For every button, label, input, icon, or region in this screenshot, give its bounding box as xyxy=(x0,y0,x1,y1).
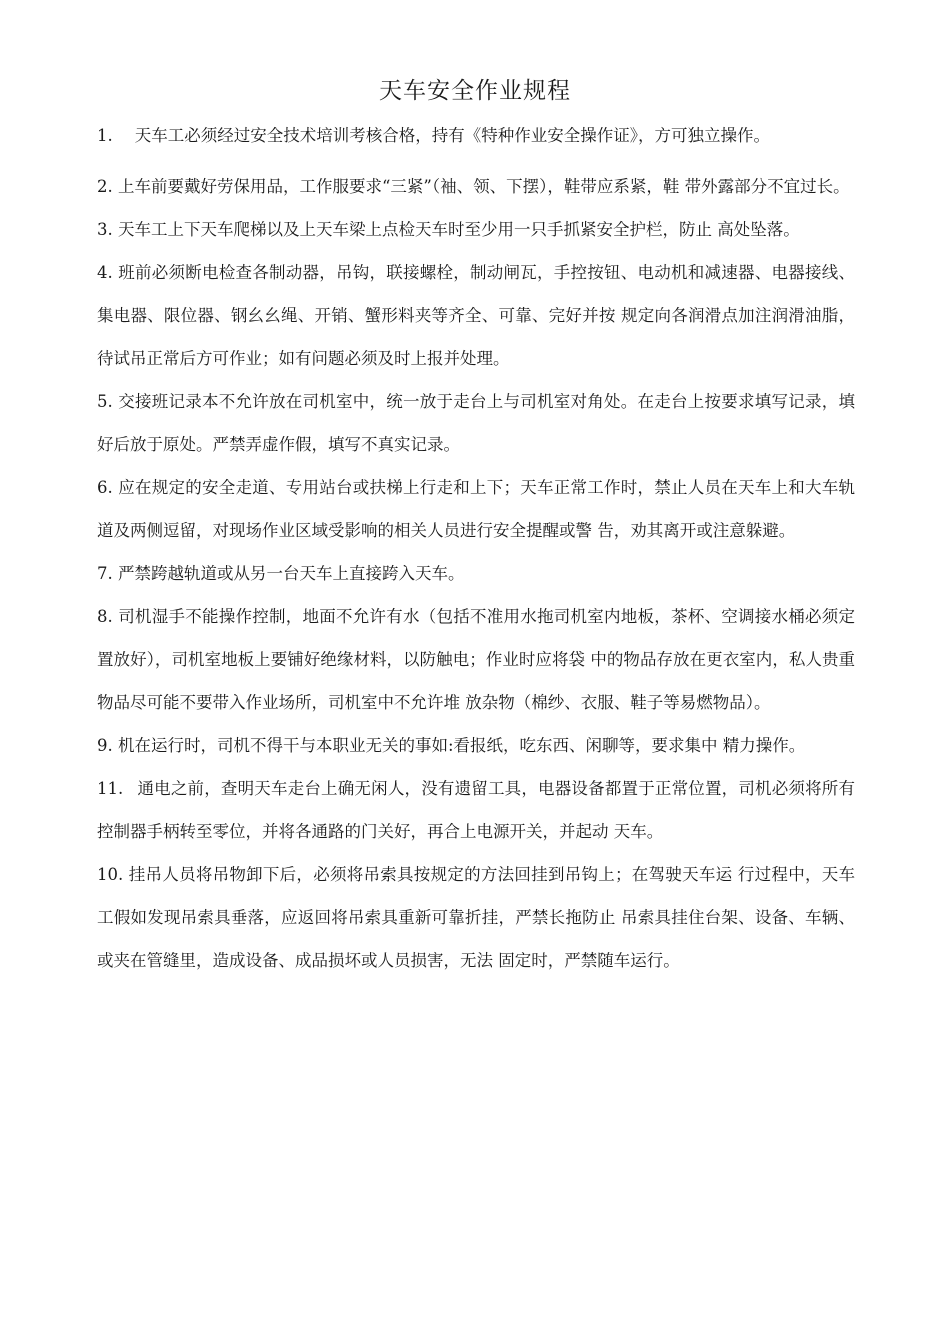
item-number: 7. xyxy=(97,564,113,583)
item-number: 4. xyxy=(97,263,113,282)
item-number: 2. xyxy=(97,177,113,196)
list-item xyxy=(97,853,855,982)
document-body xyxy=(97,124,855,982)
item-text: 上车前要戴好劳保用品，工作服要求“三紧”（袖、领、下摆），鞋带应系紧，鞋 带外露部分不宜过长。 xyxy=(118,177,850,196)
document-title: 天车安全作业规程 xyxy=(379,78,571,104)
list-item xyxy=(97,251,855,380)
item-number: 6. xyxy=(97,478,113,497)
list-item xyxy=(97,124,855,147)
item-text: 天车工上下天车爬梯以及上天车梁上点检天车时至少用一只手抓紧安全护栏，防止 高处坠落。 xyxy=(118,220,800,239)
list-item xyxy=(97,466,855,552)
item-text: 严禁跨越轨道或从另一台天车上直接跨入天车。 xyxy=(118,564,465,583)
list-item xyxy=(97,165,855,208)
list-item xyxy=(97,552,855,595)
item-text: 天车工必须经过安全技术培训考核合格，持有《特种作业安全操作证》，方可独立操作。 xyxy=(134,126,770,145)
item-number: 11. xyxy=(97,779,124,798)
item-number: 3. xyxy=(97,220,113,239)
item-text: 交接班记录本不允许放在司机室中，统一放于走台上与司机室对角处。在走台上按要求填写记录，填好后放于原处。严禁弄虚作假，填写不真实记录。 xyxy=(97,392,855,454)
item-text: 班前必须断电检查各制动器，吊钩，联接螺栓，制动闸瓦，手控按钮、电动机和减速器、电器接线、集电器、限位器、钢幺幺绳、开销、蟹形料夹等齐全、可靠、完好并按 规定向各润滑点加注润滑油脂，待试吊正常后方可作业；如有问题必须及时上报并处理。 xyxy=(97,263,855,368)
item-text: 机在运行时，司机不得干与本职业无关的事如:看报纸，吃东西、闲聊等，要求集中 精力操作。 xyxy=(118,736,806,755)
item-number: 9. xyxy=(97,736,113,755)
list-item xyxy=(97,595,855,724)
item-number: 5. xyxy=(97,392,113,411)
list-item xyxy=(97,208,855,251)
list-item xyxy=(97,767,855,853)
item-text: 通电之前，查明天车走台上确无闲人，没有遗留工具，电器设备都置于正常位置，司机必须将所有控制器手柄转至零位，并将各通路的门关好，再合上电源开关，并起动 天车。 xyxy=(97,779,855,841)
item-number: 8. xyxy=(97,607,113,626)
item-text: 司机湿手不能操作控制，地面不允许有水（包括不准用水拖司机室内地板，茶杯、空调接水桶必须定置放好），司机室地板上要铺好绝缘材料，以防触电；作业时应将袋 中的物品存放在更衣室内，私人贵重物品尽可能不要带入作业场所，司机室中不允许堆 放杂物（棉纱、衣服、鞋子等易燃物品）。 xyxy=(97,607,855,712)
item-text: 挂吊人员将吊物卸下后，必须将吊索具按规定的方法回挂到吊钩上；在驾驶天车运 行过程中，天车工假如发现吊索具垂落，应返回将吊索具重新可靠折挂，严禁长拖防止 吊索具挂住台架、设备、车辆、或夹在管缝里，造成设备、成品损坏或人员损害，无法 固定时，严禁随车运行。 xyxy=(97,865,855,970)
list-item xyxy=(97,724,855,767)
list-item xyxy=(97,380,855,466)
item-text: 应在规定的安全走道、专用站台或扶梯上行走和上下；天车正常工作时，禁止人员在天车上和大车轨道及两侧逗留，对现场作业区域受影响的相关人员进行安全提醒或警 告，劝其离开或注意躲避。 xyxy=(97,478,855,540)
item-number: 1. xyxy=(97,126,113,145)
item-number: 10. xyxy=(97,865,124,884)
